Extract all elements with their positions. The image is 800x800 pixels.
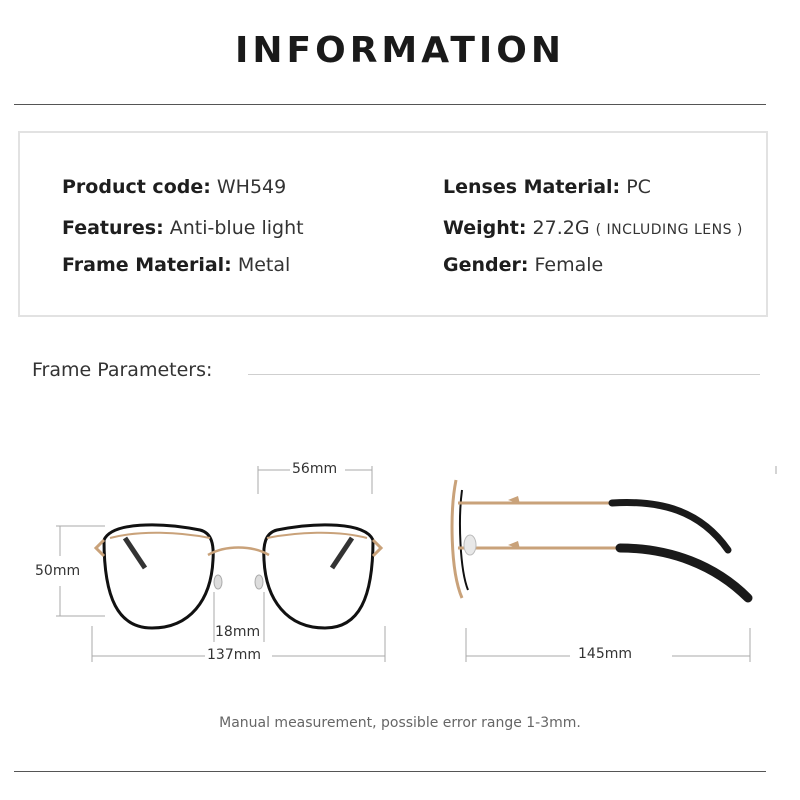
weight-label: Weight: <box>443 217 527 239</box>
product-code-label: Product code: <box>62 176 211 198</box>
frame-parameters-label: Frame Parameters: <box>32 359 213 381</box>
bridge-width-label: 18mm <box>215 624 261 640</box>
weight-value: 27.2G <box>532 217 590 239</box>
frame-width-label: 137mm <box>207 647 261 663</box>
temple-length-label: 145mm <box>578 646 632 662</box>
features-label: Features: <box>62 217 164 239</box>
frame-material-label: Frame Material: <box>62 254 232 276</box>
lenses-material-value: PC <box>626 176 651 198</box>
bottom-divider <box>14 771 766 772</box>
lens-width-label: 56mm <box>292 461 338 477</box>
lenses-material-label: Lenses Material: <box>443 176 621 198</box>
measurement-note: Manual measurement, possible error range 1-3mm. <box>219 715 581 731</box>
dimension-lines <box>56 466 776 662</box>
glasses-front-view <box>96 525 381 628</box>
frame-material-value: Metal <box>237 254 291 276</box>
gender-label: Gender: <box>443 254 529 276</box>
weight-note: ( INCLUDING LENS ) <box>595 222 743 238</box>
features-value: Anti-blue light <box>169 217 304 239</box>
lens-height-label: 50mm <box>35 563 81 579</box>
gender-value: Female <box>534 254 604 276</box>
product-code-value: WH549 <box>216 176 287 198</box>
glasses-side-view <box>452 480 748 598</box>
page-title: INFORMATION <box>234 30 565 71</box>
